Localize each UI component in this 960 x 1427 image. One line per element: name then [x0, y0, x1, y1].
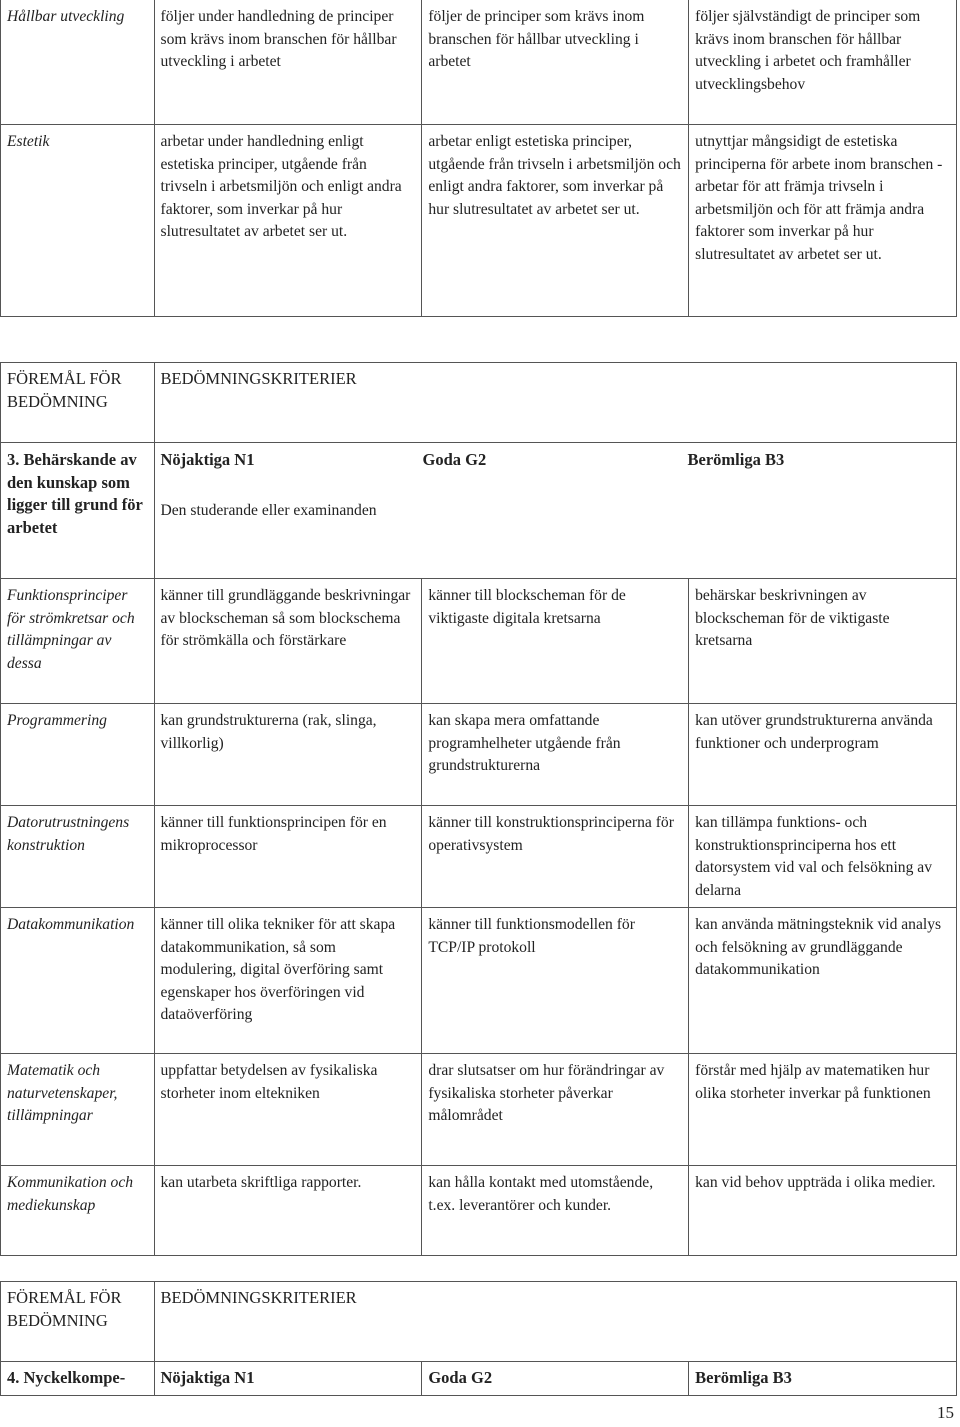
page-number: 15 — [937, 1403, 954, 1422]
criteria-n1-cell: arbetar under handledning enligt estetiska principer, utgående från trivseln i arbetsmiljön och enligt andra faktorer, som inverkar på hur slutresultatet av arbetet ser ut. — [154, 125, 422, 317]
criteria-b3-cell: utnyttjar mångsidigt de estetiska principerna för arbete inom branschen - arbetar för att främja trivseln i arbetsmiljön och för att främja andra faktorer som inverkar på hur slutresultatet av arbetet ser ut. — [689, 125, 957, 317]
criteria-g2-cell: arbetar enligt estetiska principer, utgående från trivseln i arbetsmiljön och enligt andra faktorer, som inverkar på hur slutresultatet av arbetet ser ut. — [422, 125, 689, 317]
level-n1: Nöjaktiga N1 — [154, 1362, 422, 1396]
criteria-n1-cell: känner till olika tekniker för att skapa datakommunikation, så som modulering, digital överföring samt egenskaper hos överföringen vid dataöverföring — [154, 908, 422, 1054]
section-title-row — [1, 1362, 957, 1396]
criteria-g2-cell: känner till konstruktionsprinciperna för operativsystem — [422, 806, 689, 908]
subheading: Den studerande eller examinanden — [160, 502, 377, 519]
levels-cell — [154, 443, 957, 579]
criteria-n1-cell: känner till grundläggande beskrivningar av blockscheman så som blockschema för strömkälla och förstärkare — [154, 579, 422, 704]
criteria-n1-cell: kan utarbeta skriftliga rapporter. — [154, 1166, 422, 1256]
subject-cell: Programmering — [1, 704, 155, 806]
table-row — [1, 1166, 957, 1256]
criteria-table-continued — [0, 0, 957, 317]
section-title-row — [1, 443, 957, 579]
section-title: 3. Behärskande av den kunskap som ligger till grund för arbetet — [1, 443, 155, 579]
subject-cell: Kommunikation och mediekunskap — [1, 1166, 155, 1256]
criteria-n1-cell: kan grundstrukturerna (rak, slinga, villkorlig) — [154, 704, 422, 806]
criteria-b3-cell: kan tillämpa funktions- och konstruktionsprinciperna hos ett datorsystem vid val och felsökning av delarna — [689, 806, 957, 908]
criteria-n1-cell: känner till funktionsprincipen för en mikroprocessor — [154, 806, 422, 908]
header-subject: FÖREMÅL FÖR BEDÖMNING — [1, 1282, 155, 1362]
criteria-g2-cell: följer de principer som krävs inom branschen för hållbar utveckling i arbetet — [422, 0, 689, 125]
subject-cell: Estetik — [1, 125, 155, 317]
criteria-table-section-4 — [0, 1281, 957, 1396]
criteria-g2-cell: känner till blockscheman för de viktigaste digitala kretsarna — [422, 579, 689, 704]
criteria-b3-cell: kan använda mätningsteknik vid analys och felsökning av grundläggande datakommunikation — [689, 908, 957, 1054]
criteria-n1-cell: uppfattar betydelsen av fysikaliska storheter inom eltekniken — [154, 1054, 422, 1166]
level-g2: Goda G2 — [422, 450, 487, 469]
table-row — [1, 806, 957, 908]
criteria-n1-cell: följer under handledning de principer som krävs inom branschen för hållbar utveckling i arbetet — [154, 0, 422, 125]
subject-cell: Matematik och naturvetenskaper, tillämpningar — [1, 1054, 155, 1166]
subject-cell: Funktionsprinciper för strömkretsar och tillämpningar av dessa — [1, 579, 155, 704]
table-row — [1, 1054, 957, 1166]
table-row — [1, 0, 957, 125]
level-n1: Nöjaktiga N1 — [160, 450, 255, 469]
subject-cell: Hållbar utveckling — [1, 0, 155, 125]
criteria-b3-cell: följer självständigt de principer som krävs inom branschen för hållbar utveckling i arbetet och framhåller utvecklingsbehov — [689, 0, 957, 125]
level-b3: Berömliga B3 — [689, 1362, 957, 1396]
criteria-g2-cell: drar slutsatser om hur förändringar av fysikaliska storheter påverkar målområdet — [422, 1054, 689, 1166]
table-row — [1, 579, 957, 704]
section-title: 4. Nyckelkompe- — [1, 1362, 155, 1396]
table-row — [1, 908, 957, 1054]
criteria-b3-cell: förstår med hjälp av matematiken hur olika storheter inverkar på funktionen — [689, 1054, 957, 1166]
table-header-row — [1, 363, 957, 443]
criteria-g2-cell: kan hålla kontakt med utomstående, t.ex. leverantörer och kunder. — [422, 1166, 689, 1256]
header-criteria: BEDÖMNINGSKRITERIER — [154, 363, 957, 443]
table-header-row — [1, 1282, 957, 1362]
subject-cell: Datorutrustningens konstruktion — [1, 806, 155, 908]
criteria-g2-cell: känner till funktionsmodellen för TCP/IP protokoll — [422, 908, 689, 1054]
level-b3: Berömliga B3 — [687, 450, 785, 469]
criteria-table-section-3 — [0, 362, 957, 1256]
criteria-g2-cell: kan skapa mera omfattande programhelheter utgående från grundstrukturerna — [422, 704, 689, 806]
header-subject: FÖREMÅL FÖR BEDÖMNING — [1, 363, 155, 443]
subject-cell: Datakommunikation — [1, 908, 155, 1054]
criteria-b3-cell: behärskar beskrivningen av blockscheman för de viktigaste kretsarna — [689, 579, 957, 704]
table-row — [1, 125, 957, 317]
criteria-b3-cell: kan utöver grundstrukturerna använda funktioner och underprogram — [689, 704, 957, 806]
table-row — [1, 704, 957, 806]
header-criteria: BEDÖMNINGSKRITERIER — [154, 1282, 957, 1362]
criteria-b3-cell: kan vid behov uppträda i olika medier. — [689, 1166, 957, 1256]
level-g2: Goda G2 — [422, 1362, 689, 1396]
